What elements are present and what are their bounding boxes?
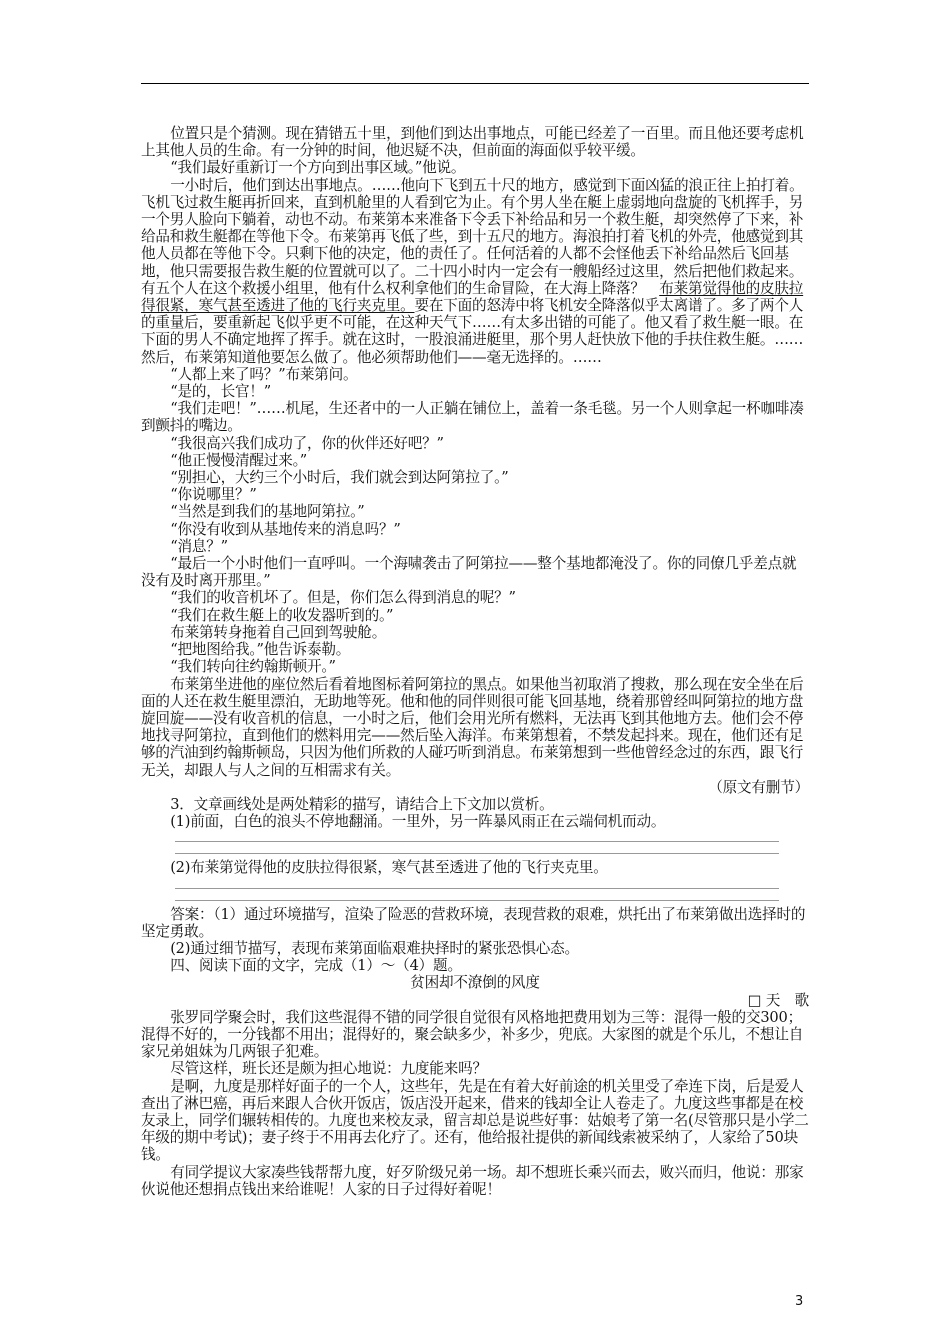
dialogue-line: “我们走吧！”……机尾，生还者中的一人正躺在铺位上，盖着一条毛毯。另一个人则拿起一杯咖啡凑到颤抖的嘴边。	[141, 400, 804, 435]
answer-text: (2)通过细节描写，表现布莱第面临艰难抉择时的紧张恐惧心态。	[170, 939, 579, 957]
paragraph-text: 要在下面的怒涛中将飞机安全降落似乎太离谱了。多了两个人的重量后，要重新起飞似乎更不可能，在这种天气下……有太多出错的可能了。他又看了救生艇一眼。在下面的男人不确定地挥了挥手。就在这时，一股浪涌进艇里，那个男人赶快放下他的手扶住救生艇。……然后，布莱第知道他要怎么做了。他必须帮助他们——毫无选择的。……	[141, 297, 804, 366]
dialogue-line: “是的，长官！”	[170, 383, 272, 401]
dialogue-line: “他正慢慢清醒过来。”	[170, 451, 307, 469]
dialogue-line: “我很高兴我们成功了，你的伙伴还好吧？”	[170, 434, 444, 452]
dialogue-line: “把地图给我。”他告诉泰勒。	[170, 641, 351, 659]
dialogue-line: “别担心，大约三个小时后，我们就会到达阿第拉了。”	[170, 469, 509, 487]
paragraph: 有同学提议大家凑些钱帮帮九度，好歹阶级兄弟一场。却不想班长乘兴而去，败兴而归，他说：那家伙说他还想捐点钱出来给谁呢！人家的日子过得好着呢！	[141, 1163, 804, 1198]
source-note: （原文有删节）	[708, 778, 809, 796]
dialogue-line: “最后一个小时他们一直呼叫。一个海啸袭击了阿第拉——整个基地都淹没了。你的同僚几乎差点就没有及时离开那里。”	[141, 555, 797, 590]
answer-text: 答案：（1）通过环境描写，渲染了险恶的营救环境，表现营救的艰难，烘托出了布莱第做出选择时的坚定勇敢。	[141, 905, 806, 940]
dialogue-line: “我们转向往约翰斯顿开。”	[170, 658, 336, 676]
paragraph-text: 一小时后，他们到达出事地点。……他向下飞到五十尺的地方，感觉到下面凶猛的浪正往上拍打着。飞机飞过救生艇再折回来，直到机舱里的人看到它为止。有个男人坐在艇上虚弱地向盘旋的飞机挥手，另一个男人脸向下躺着，动也不动。布莱第本来准备下令丢下补给品和另一个救生艇，却突然停了下来，补给品和救生艇都在等他下令。布莱第再飞低了些，到十五尺的地方。海浪拍打着飞机的外壳，他感觉到其他人员都在等他下令。只剩下他的决定，他的责任了。任何活着的人都不会怪他丢下补给品然后飞回基地，他只需要报告救生艇的位置就可以了。二十四小时内一定会有一艘船经过这里，然后把他们救起来。有五个人在这个救援小组里，他有什么权利拿他们的生命冒险，在大海上降落？	[141, 176, 804, 297]
page-number: 3	[795, 1294, 804, 1309]
dialogue-line: “你说哪里？”	[170, 486, 257, 504]
dialogue-line: “消息？”	[170, 537, 228, 555]
answer-line	[175, 847, 779, 854]
paragraph: 布莱第转身拖着自己回到驾驶舱。	[170, 623, 387, 641]
question-stem: 3．文章画线处是两处精彩的描写，请结合上下文加以赏析。	[170, 795, 554, 813]
answer-line	[175, 835, 779, 842]
dialogue-line: “你没有收到从基地传来的消息吗？”	[170, 520, 401, 538]
answer-line	[175, 894, 779, 901]
section-instruction: 四、阅读下面的文字，完成（1）～（4）题。	[170, 957, 462, 975]
paragraph	[141, 177, 809, 366]
paragraph: 是啊，九度是那样好面子的一个人，这些年，先是在有着大好前途的机关里受了牵连下岗，后是爱人查出了淋巴癌，再后来跟人合伙开饭店，饭店没开起来，借来的钱却全让人卷走了。九度这些事都是在校友录上，同学们辗转相传的。九度也来校友录，留言却总是说些好事：姑娘考了第一名(尽管那只是小学二年级的期中考试)；妻子终于不用再去化疗了。还有，他给报社提供的新闻线索被采纳了，人家给了50块钱。	[141, 1077, 809, 1164]
question-item: (2)布莱第觉得他的皮肤拉得很紧，寒气甚至透进了他的飞行夹克里。	[170, 859, 608, 877]
paragraph: 尽管这样，班长还是颇为担心地说：九度能来吗？	[170, 1060, 487, 1078]
header-rule	[141, 83, 809, 84]
dialogue-line: “人都上来了吗？”布莱第问。	[170, 365, 358, 383]
paragraph: 位置只是个猜测。现在猜错五十里，到他们到达出事地点，可能已经差了一百里。而且他还要考虑机上其他人员的生命。有一分钟的时间，他迟疑不决，但前面的海面似乎较平缓。	[141, 125, 804, 160]
dialogue-line: “我们在救生艇上的收发器听到的。”	[170, 606, 394, 624]
underlined-sentence: 布莱第觉得他的皮肤拉得很紧，寒气甚至透进了他的飞行夹克里。	[141, 279, 804, 315]
article-author: □ 天 歌	[747, 991, 809, 1009]
paragraph: 张罗同学聚会时，我们这些混得不错的同学很自觉很有风格地把费用划为三等：混得一般的交300；混得不好的，一分钱都不用出；混得好的，聚会缺多少，补多少，兜底。大家图的就是个乐儿，不想让自家兄弟姐妹为几两银子犯难。	[141, 1008, 804, 1061]
body-text	[141, 125, 809, 1198]
question-item: (1)前面，白色的浪头不停地翻涌。一里外，另一阵暴风雨正在云端伺机而动。	[170, 813, 666, 831]
dialogue-line: “我们的收音机坏了。但是，你们怎么得到消息的呢？”	[170, 589, 516, 607]
dialogue-line: “当然是到我们的基地阿第拉。”	[170, 503, 365, 521]
paragraph: “我们最好重新订一个方向到出事区域。”他说。	[170, 159, 466, 177]
article-title: 贫困却不潦倒的风度	[410, 974, 540, 992]
paragraph: 布莱第坐进他的座位然后看着地图标着阿第拉的黑点。如果他当初取消了搜救，那么现在安全坐在后面的人还在救生艇里漂泊，无助地等死。他和他的同伴则很可能飞回基地，绕着那曾经叫阿第拉的地方盘旋回旋——没有收音机的信息，一小时之后，他们会用光所有燃料，无法再飞到其他地方去。他们会不停地找寻阿第拉，直到他们的燃料用完——然后坠入海洋。布莱第想着，不禁发起抖来。现在，他们还有足够的汽油到约翰斯顿岛，只因为他们所救的人碰巧听到消息。布莱第想到一些他曾经念过的东西，跟飞行无关，却跟人与人之间的互相需求有关。	[141, 675, 804, 779]
answer-line	[175, 882, 779, 889]
